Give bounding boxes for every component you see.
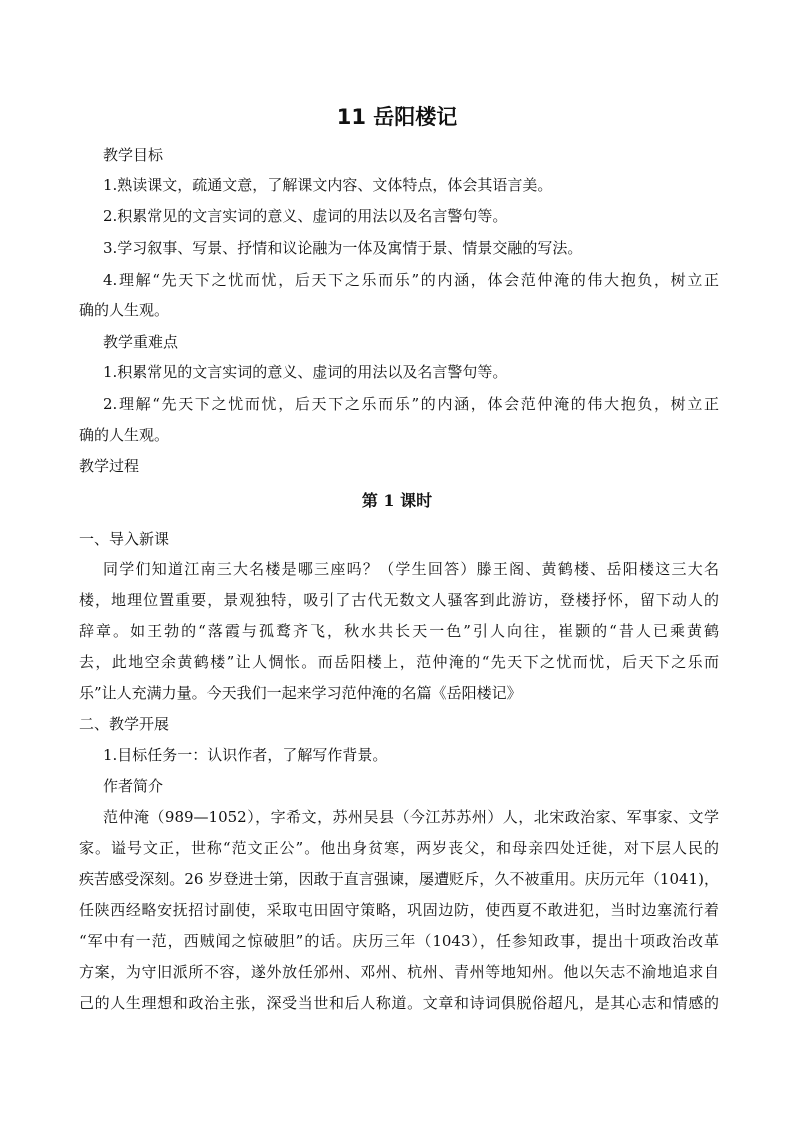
task-1: 1.目标任务一：认识作者，了解写作背景。 xyxy=(103,746,388,764)
goal-item-1: 1.熟读课文，疏通文意，了解课文内容、文体特点，体会其语言美。 xyxy=(103,176,553,194)
bio-heading: 作者简介 xyxy=(103,777,164,795)
document-title: 11 岳阳楼记 xyxy=(336,105,458,129)
goal-item-4-line-1: 4.理解“先天下之忧而忧，后天下之乐而乐”的内涵，体会范仲淹的伟大抱负，树立正 xyxy=(103,271,719,289)
process-heading: 教学过程 xyxy=(79,457,140,475)
bio-line-1: 范仲淹（989—1052），字希文，苏州吴县（今江苏苏州）人，北宋政治家、军事家、文学 xyxy=(103,808,719,826)
bio-line-5: “军中有一范，西贼闻之惊破胆”的话。庆历三年（1043），任参知政事，提出十项政治改革 xyxy=(79,932,719,950)
bio-line-4: 任陕西经略安抚招讨副使，采取屯田固守策略，巩固边防，使西夏不敢进犯，当时边塞流行着 xyxy=(79,901,719,919)
goals-heading: 教学目标 xyxy=(103,146,164,164)
goal-item-2: 2.积累常见的文言实词的意义、虚词的用法以及名言警句等。 xyxy=(103,207,508,225)
section-1-line-3: 辞章。如王勃的“落霞与孤鹜齐飞，秋水共长天一色”引人向往，崔颢的“昔人已乘黄鹤 xyxy=(79,622,719,640)
section-1-line-2: 楼，地理位置重要，景观独特，吸引了古代无数文人骚客到此游访，登楼抒怀，留下动人的 xyxy=(79,591,719,609)
bio-line-6: 方案，为守旧派所不容，遂外放任邠州、邓州、杭州、青州等地知州。他以矢志不渝地追求自 xyxy=(79,963,719,981)
goal-item-4-line-2: 确的人生观。 xyxy=(79,301,170,319)
section-1-line-1: 同学们知道江南三大名楼是哪三座吗？（学生回答）滕王阁、黄鹤楼、岳阳楼这三大名 xyxy=(103,560,719,578)
key-point-1: 1.积累常见的文言实词的意义、虚词的用法以及名言警句等。 xyxy=(103,363,508,381)
key-point-2-line-1: 2.理解“先天下之忧而忧，后天下之乐而乐”的内涵，体会范仲淹的伟大抱负，树立正 xyxy=(103,395,719,413)
section-1-line-5: 乐”让人充满力量。今天我们一起来学习范仲淹的名篇《岳阳楼记》 xyxy=(79,684,522,702)
lesson-title: 第 1 课时 xyxy=(361,491,433,510)
key-points-heading: 教学重难点 xyxy=(103,333,179,351)
goal-item-3: 3.学习叙事、写景、抒情和议论融为一体及寓情于景、情景交融的写法。 xyxy=(103,239,583,257)
bio-line-3: 疾苦感受深刻。26 岁登进士第，因敢于直言强谏，屡遭贬斥，久不被重用。庆历元年（1041)， xyxy=(79,870,719,888)
bio-line-2: 家。谥号文正，世称“范文正公”。他出身贫寒，两岁丧父，和母亲四处迁徙，对下层人民的 xyxy=(79,839,719,857)
section-1-line-4: 去，此地空余黄鹤楼”让人惆怅。而岳阳楼上，范仲淹的“先天下之忧而忧，后天下之乐而 xyxy=(79,653,719,671)
bio-line-7: 己的人生理想和政治主张，深受当世和后人称道。文章和诗词俱脱俗超凡，是其心志和情感的 xyxy=(79,994,719,1012)
key-point-2-line-2: 确的人生观。 xyxy=(79,426,170,444)
section-1-heading: 一、导入新课 xyxy=(79,530,170,548)
section-2-heading: 二、教学开展 xyxy=(79,715,170,733)
